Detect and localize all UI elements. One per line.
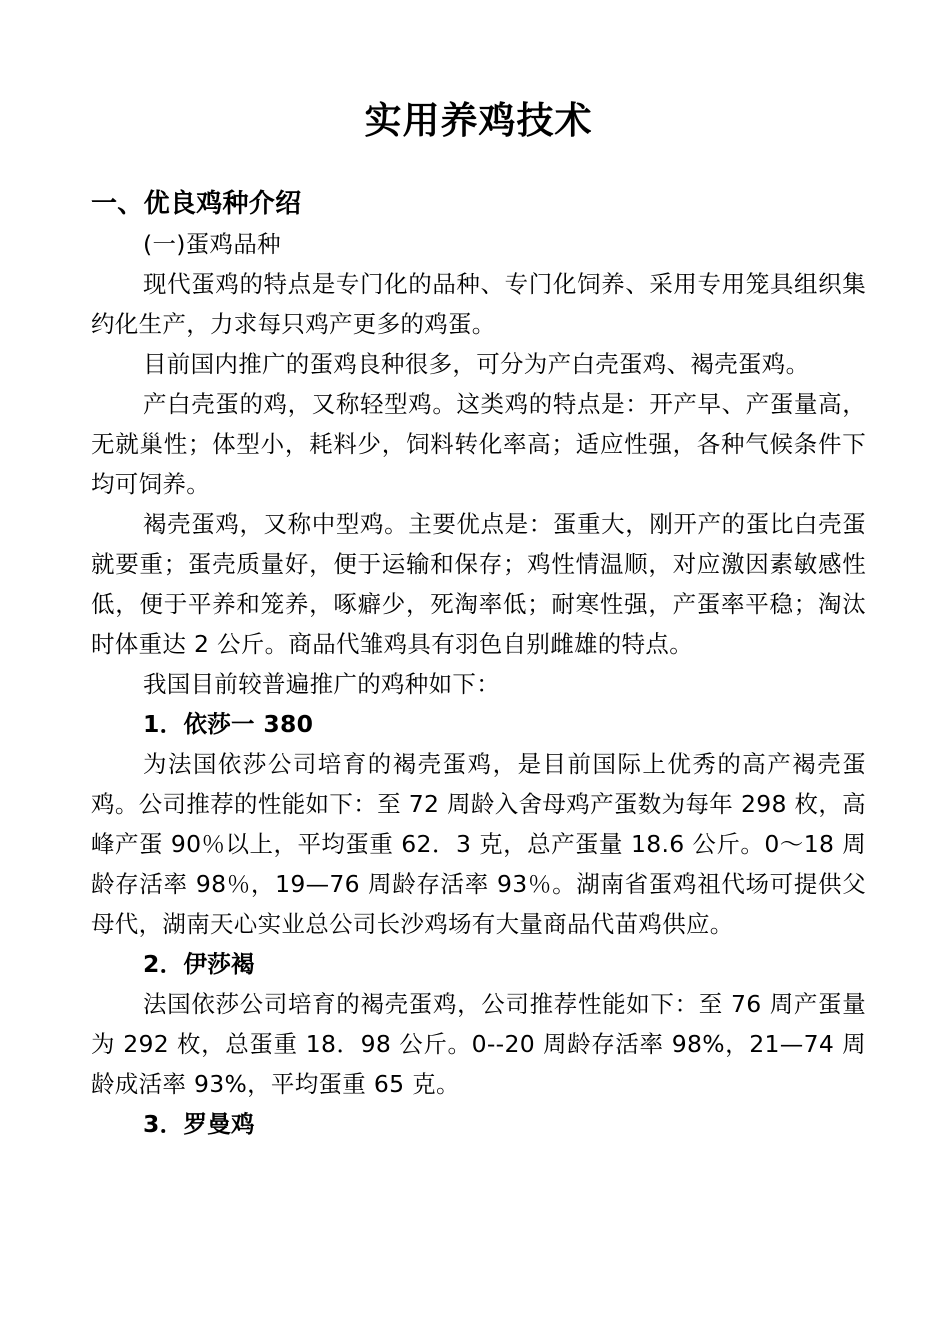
paragraph: 现代蛋鸡的特点是专门化的品种、专门化饲养、采用专用笼具组织集约化生产，力求每只鸡产更多的鸡蛋。 xyxy=(91,270,866,338)
paragraph: 褐壳蛋鸡，又称中型鸡。主要优点是：蛋重大，刚开产的蛋比白壳蛋就要重；蛋壳质量好，便于运输和保存；鸡性情温顺，对应激因素敏感性低，便于平养和笼养，啄癖少，死淘率低；耐寒性强，产蛋率平稳；淘汰时体重达 2 公斤。商品代雏鸡具有羽色自别雌雄的特点。 xyxy=(91,510,866,658)
paragraph: 产白壳蛋的鸡，又称轻型鸡。这类鸡的特点是：开产早、产蛋量高，无就巢性；体型小，耗料少，饲料转化率高；适应性强，各种气候条件下均可饲养。 xyxy=(91,390,866,498)
breed-heading: 3．罗曼鸡 xyxy=(143,1110,255,1138)
paragraph: 我国目前较普遍推广的鸡种如下： xyxy=(143,670,500,698)
paragraph: 为法国依莎公司培育的褐壳蛋鸡，是目前国际上优秀的高产褐壳蛋鸡。公司推荐的性能如下：至 72 周龄入舍母鸡产蛋数为每年 298 枚，高峰产蛋 90％以上，平均蛋重 62．3 克，总产蛋量 18.6 公斤。0～18 周龄存活率 98％，19—76 周龄存活率 93％。湖南省蛋鸡祖代场可提供父母代，湖南天心实业总公司长沙鸡场有大量商品代苗鸡供应。 xyxy=(91,750,866,938)
section-heading: 一、优良鸡种介绍 xyxy=(91,189,302,219)
breed-heading: 1．依莎一 380 xyxy=(143,710,314,738)
document-body xyxy=(91,184,866,1144)
document-title: 实用养鸡技术 xyxy=(364,99,593,142)
breed-heading: 2．伊莎褐 xyxy=(143,950,255,978)
paragraph: 目前国内推广的蛋鸡良种很多，可分为产白壳蛋鸡、褐壳蛋鸡。 xyxy=(143,350,810,378)
paragraph: 法国依莎公司培育的褐壳蛋鸡，公司推荐性能如下：至 76 周产蛋量为 292 枚，总蛋重 18．98 公斤。0--20 周龄存活率 98%，21—74 周龄成活率 93%，平均蛋重 65 克。 xyxy=(91,990,866,1098)
subsection-heading: (一)蛋鸡品种 xyxy=(143,230,281,258)
